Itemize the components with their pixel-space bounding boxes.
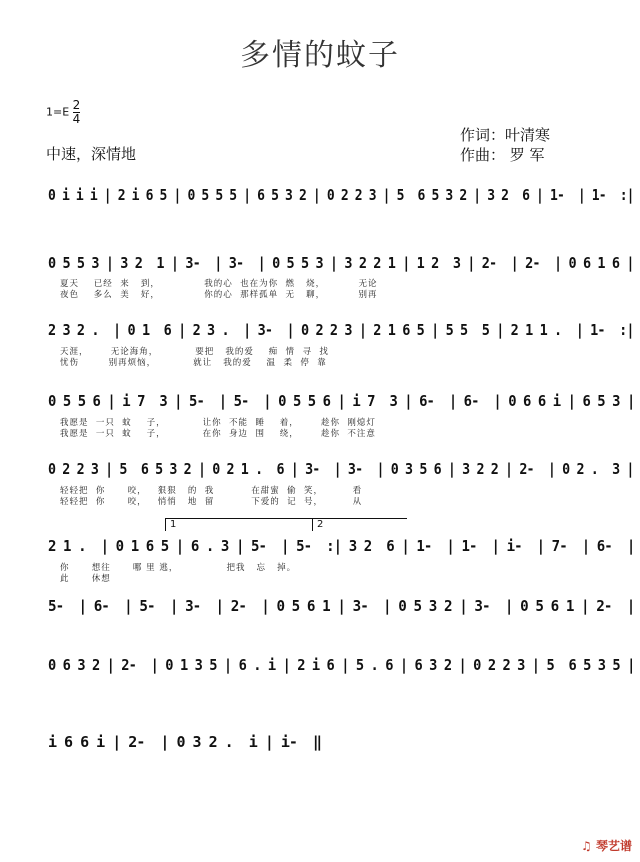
credits bbox=[460, 125, 550, 165]
lyric-row-2-verse-2: 夜色 多么 美 好， 你的心 那样孤单 无 聊， 别再 bbox=[60, 290, 378, 300]
composer-credit: 作曲： 罗 军 bbox=[460, 146, 545, 164]
time-numerator: 2 bbox=[72, 98, 81, 112]
notation-row-9: i 6 6 i | 2- | 0 3 2 . i | i- ‖ bbox=[48, 733, 322, 751]
lyric-row-4-verse-2: 我愿是 一只 蚊 子， 在你 身边 围 绕， 趁你 不注意 bbox=[60, 429, 376, 439]
volta-bracket-1: 1 bbox=[165, 518, 320, 531]
notation-row-2: 0 5 5 3 | 3 2 1 | 3- | 3- | 0 5 5 3 | 3 2 2 1 | 1 2 3 | 2- | 2- | 0 6 1 6 | bbox=[48, 254, 634, 272]
lyric-row-3-verse-1: 天涯， 无论海角， 要把 我的爱 痴 情 寻 找 bbox=[60, 347, 329, 357]
music-note-icon: ♫ bbox=[581, 839, 592, 853]
notation-row-5: 0 2 2 3 | 5 6 5 3 2 | 0 2 1 . 6 | 3- | 3- | 0 3 5 6 | 3 2 2 | 2- | 0 2 . 3 | bbox=[48, 460, 634, 478]
site-logo bbox=[581, 837, 632, 854]
notation-row-1: 0 i i i | 2 i 6 5 | 0 5 5 5 | 6 5 3 2 | 0 2 2 3 | 5 6 5 3 2 | 3 2 6 | 1- | 1- :| bbox=[48, 186, 634, 204]
lyric-row-6-verse-2: 此 休想 bbox=[60, 574, 111, 584]
notation-row-6: 2 1 . | 0 1 6 5 | 6 . 3 | 5- | 5- :| 3 2 6 | 1- | 1- | i- | 7- | 6- | bbox=[48, 537, 635, 555]
song-title: 多情的蚊子 bbox=[240, 38, 400, 73]
lyric-row-5-verse-1: 轻轻把 你 咬， 狠狠 的 我 在甜蜜 偷 笑， 看 bbox=[60, 486, 363, 496]
notation-row-4: 0 5 5 6 | i 7 3 | 5- | 5- | 0 5 5 6 | i 7 3 | 6- | 6- | 0 6 6 i | 6 5 3 | bbox=[48, 392, 635, 410]
key-label: 1=E bbox=[46, 105, 70, 119]
notation-row-3: 2 3 2 . | 0 1 6 | 2 3 . | 3- | 0 2 2 3 | 2 1 6 5 | 5 5 5 | 2 1 1 . | 1- :| bbox=[48, 321, 634, 339]
logo-text: 琴艺谱 bbox=[595, 839, 632, 853]
lyric-row-4-verse-1: 我愿是 一只 蚊 子， 让你 不能 睡 着， 趁你 刚熄灯 bbox=[60, 418, 376, 428]
key-signature bbox=[46, 99, 80, 126]
tempo-marking: 中速，深情地 bbox=[46, 145, 137, 163]
time-denominator: 4 bbox=[72, 112, 81, 126]
lyric-row-6-verse-1: 你 想往 哪 里 逃， 把我 忘 掉。 bbox=[60, 563, 297, 573]
lyric-row-2-verse-1: 夏天 已经 来 到， 我的心 也在为你 燃 烧， 无论 bbox=[60, 279, 378, 289]
notation-row-7: 5- | 6- | 5- | 3- | 2- | 0 5 6 1 | 3- | 0 5 3 2 | 3- | 0 5 6 1 | 2- | bbox=[48, 597, 635, 615]
volta-bracket-2: 2 bbox=[312, 518, 407, 531]
lyric-row-3-verse-2: 忧伤 别再烦恼， 就让 我的爱 温 柔 停 靠 bbox=[60, 358, 327, 368]
lyric-row-5-verse-2: 轻轻把 你 咬， 悄悄 地 留 下爱的 记 号， 从 bbox=[60, 497, 363, 507]
notation-row-8: 0 6 3 2 | 2- | 0 1 3 5 | 6 . i | 2 i 6 | 5 . 6 | 6 3 2 | 0 2 2 3 | 5 6 5 3 5 | bbox=[48, 656, 635, 674]
time-signature bbox=[73, 99, 81, 126]
lyricist-credit: 作词：叶清寒 bbox=[460, 126, 551, 144]
